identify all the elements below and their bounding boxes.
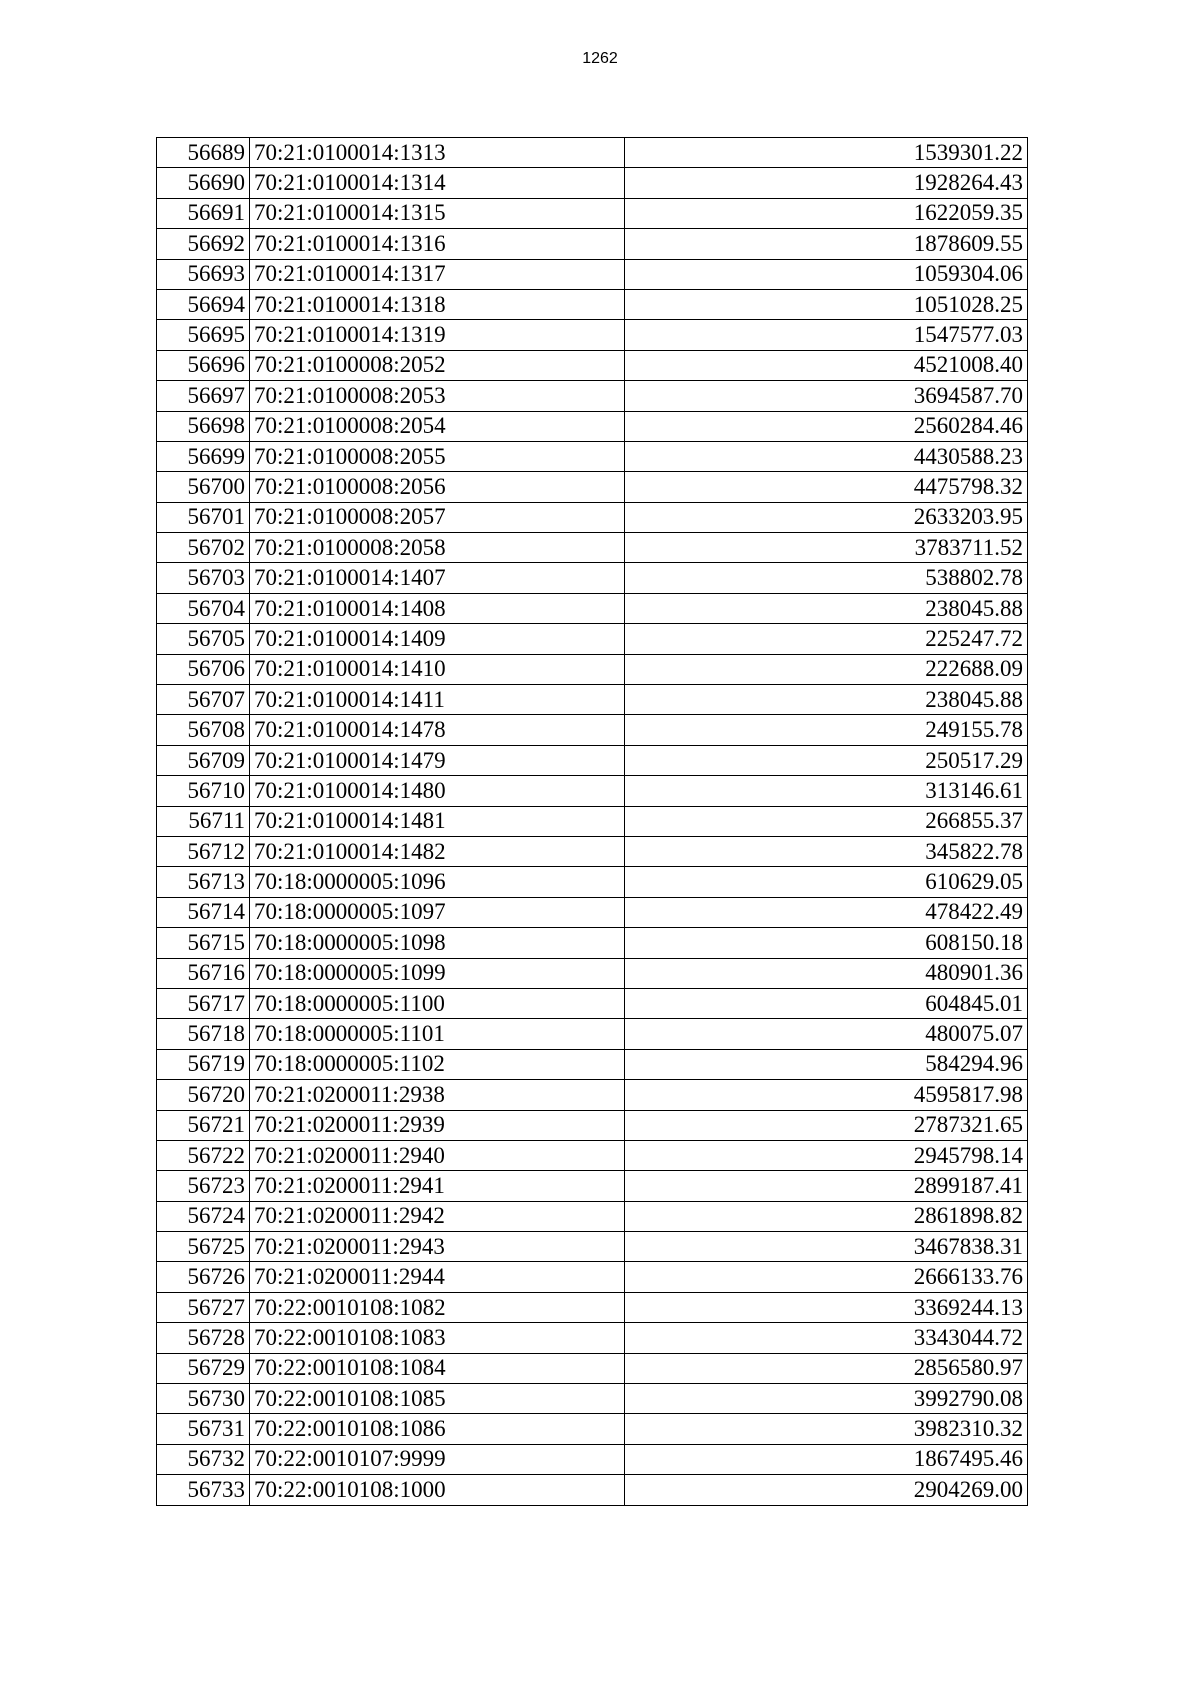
cadastral-number-cell: 70:21:0100014:1480 [250, 776, 625, 806]
value-cell: 2560284.46 [625, 411, 1028, 441]
cadastral-number-cell: 70:22:0010108:1085 [250, 1384, 625, 1414]
table-row [157, 259, 1028, 289]
table-row [157, 289, 1028, 319]
table-row [157, 198, 1028, 228]
table-row [157, 1262, 1028, 1292]
table-row [157, 1323, 1028, 1353]
row-number-cell: 56705 [157, 624, 250, 654]
table-row [157, 441, 1028, 471]
cadastral-number-cell: 70:21:0100014:1481 [250, 806, 625, 836]
table-row [157, 1414, 1028, 1444]
table-row [157, 563, 1028, 593]
table-row [157, 229, 1028, 259]
row-number-cell: 56722 [157, 1140, 250, 1170]
cadastral-number-cell: 70:21:0200011:2939 [250, 1110, 625, 1140]
value-cell: 2856580.97 [625, 1353, 1028, 1383]
value-cell: 610629.05 [625, 867, 1028, 897]
row-number-cell: 56724 [157, 1201, 250, 1231]
table-row [157, 593, 1028, 623]
value-cell: 3992790.08 [625, 1384, 1028, 1414]
value-cell: 608150.18 [625, 928, 1028, 958]
cadastral-number-cell: 70:22:0010108:1086 [250, 1414, 625, 1444]
value-cell: 1622059.35 [625, 198, 1028, 228]
cadastral-number-cell: 70:18:0000005:1097 [250, 897, 625, 927]
table-row [157, 168, 1028, 198]
value-cell: 1928264.43 [625, 168, 1028, 198]
cadastral-number-cell: 70:21:0100008:2055 [250, 441, 625, 471]
table-row [157, 988, 1028, 1018]
table-row [157, 1232, 1028, 1262]
value-cell: 1539301.22 [625, 138, 1028, 168]
table-row [157, 1475, 1028, 1505]
cadastral-number-cell: 70:18:0000005:1100 [250, 988, 625, 1018]
row-number-cell: 56703 [157, 563, 250, 593]
row-number-cell: 56719 [157, 1049, 250, 1079]
row-number-cell: 56710 [157, 776, 250, 806]
table-body [157, 138, 1028, 1506]
value-cell: 480901.36 [625, 958, 1028, 988]
cadastral-number-cell: 70:21:0100008:2053 [250, 381, 625, 411]
table-row [157, 867, 1028, 897]
value-cell: 604845.01 [625, 988, 1028, 1018]
cadastral-number-cell: 70:21:0100008:2052 [250, 350, 625, 380]
value-cell: 238045.88 [625, 593, 1028, 623]
value-cell: 2899187.41 [625, 1171, 1028, 1201]
value-cell: 3982310.32 [625, 1414, 1028, 1444]
table-row [157, 685, 1028, 715]
value-cell: 2861898.82 [625, 1201, 1028, 1231]
row-number-cell: 56696 [157, 350, 250, 380]
cadastral-number-cell: 70:21:0100008:2057 [250, 502, 625, 532]
cadastral-number-cell: 70:18:0000005:1098 [250, 928, 625, 958]
cadastral-number-cell: 70:21:0100014:1318 [250, 289, 625, 319]
cadastral-number-cell: 70:21:0100014:1409 [250, 624, 625, 654]
table-row [157, 502, 1028, 532]
value-cell: 4521008.40 [625, 350, 1028, 380]
value-cell: 4475798.32 [625, 472, 1028, 502]
value-cell: 1059304.06 [625, 259, 1028, 289]
value-cell: 222688.09 [625, 654, 1028, 684]
table-row [157, 1201, 1028, 1231]
table-row [157, 533, 1028, 563]
cadastral-number-cell: 70:21:0100014:1479 [250, 745, 625, 775]
cadastral-number-cell: 70:21:0100014:1314 [250, 168, 625, 198]
row-number-cell: 56694 [157, 289, 250, 319]
table-row [157, 472, 1028, 502]
table-row [157, 1140, 1028, 1170]
cadastral-number-cell: 70:21:0100014:1313 [250, 138, 625, 168]
cadastral-number-cell: 70:18:0000005:1096 [250, 867, 625, 897]
value-cell: 3694587.70 [625, 381, 1028, 411]
value-cell: 538802.78 [625, 563, 1028, 593]
cadastral-number-cell: 70:21:0100014:1317 [250, 259, 625, 289]
value-cell: 238045.88 [625, 685, 1028, 715]
row-number-cell: 56730 [157, 1384, 250, 1414]
row-number-cell: 56695 [157, 320, 250, 350]
cadastral-number-cell: 70:21:0200011:2940 [250, 1140, 625, 1170]
cadastral-number-cell: 70:21:0100008:2058 [250, 533, 625, 563]
value-cell: 2666133.76 [625, 1262, 1028, 1292]
row-number-cell: 56700 [157, 472, 250, 502]
row-number-cell: 56693 [157, 259, 250, 289]
value-cell: 4595817.98 [625, 1080, 1028, 1110]
cadastral-number-cell: 70:22:0010108:1084 [250, 1353, 625, 1383]
table-row [157, 745, 1028, 775]
cadastral-number-cell: 70:21:0100008:2054 [250, 411, 625, 441]
cadastral-number-cell: 70:21:0200011:2941 [250, 1171, 625, 1201]
value-cell: 2945798.14 [625, 1140, 1028, 1170]
row-number-cell: 56716 [157, 958, 250, 988]
table-row [157, 1444, 1028, 1474]
table-row [157, 806, 1028, 836]
row-number-cell: 56714 [157, 897, 250, 927]
cadastral-number-cell: 70:21:0100014:1316 [250, 229, 625, 259]
cadastral-number-cell: 70:21:0200011:2944 [250, 1262, 625, 1292]
value-cell: 266855.37 [625, 806, 1028, 836]
row-number-cell: 56702 [157, 533, 250, 563]
row-number-cell: 56701 [157, 502, 250, 532]
row-number-cell: 56726 [157, 1262, 250, 1292]
cadastral-number-cell: 70:18:0000005:1101 [250, 1019, 625, 1049]
cadastral-number-cell: 70:21:0100014:1319 [250, 320, 625, 350]
table-row [157, 928, 1028, 958]
cadastral-number-cell: 70:22:0010108:1082 [250, 1292, 625, 1322]
row-number-cell: 56697 [157, 381, 250, 411]
row-number-cell: 56725 [157, 1232, 250, 1262]
row-number-cell: 56689 [157, 138, 250, 168]
value-cell: 584294.96 [625, 1049, 1028, 1079]
value-cell: 2904269.00 [625, 1475, 1028, 1505]
cadastral-number-cell: 70:21:0100014:1478 [250, 715, 625, 745]
value-cell: 250517.29 [625, 745, 1028, 775]
row-number-cell: 56692 [157, 229, 250, 259]
row-number-cell: 56712 [157, 836, 250, 866]
table-row [157, 836, 1028, 866]
table-row [157, 320, 1028, 350]
row-number-cell: 56698 [157, 411, 250, 441]
row-number-cell: 56731 [157, 1414, 250, 1444]
cadastral-number-cell: 70:21:0100014:1407 [250, 563, 625, 593]
table-row [157, 897, 1028, 927]
row-number-cell: 56715 [157, 928, 250, 958]
value-cell: 1867495.46 [625, 1444, 1028, 1474]
cadastral-number-cell: 70:18:0000005:1099 [250, 958, 625, 988]
table-row [157, 1292, 1028, 1322]
cadastral-number-cell: 70:22:0010108:1000 [250, 1475, 625, 1505]
row-number-cell: 56706 [157, 654, 250, 684]
cadastral-number-cell: 70:21:0100014:1408 [250, 593, 625, 623]
value-cell: 1547577.03 [625, 320, 1028, 350]
table-row [157, 958, 1028, 988]
table-row [157, 1171, 1028, 1201]
row-number-cell: 56717 [157, 988, 250, 1018]
value-cell: 3343044.72 [625, 1323, 1028, 1353]
table-row [157, 381, 1028, 411]
row-number-cell: 56708 [157, 715, 250, 745]
row-number-cell: 56707 [157, 685, 250, 715]
cadastral-number-cell: 70:21:0100008:2056 [250, 472, 625, 502]
row-number-cell: 56720 [157, 1080, 250, 1110]
table-row [157, 654, 1028, 684]
row-number-cell: 56699 [157, 441, 250, 471]
row-number-cell: 56732 [157, 1444, 250, 1474]
cadastral-number-cell: 70:21:0200011:2943 [250, 1232, 625, 1262]
value-cell: 225247.72 [625, 624, 1028, 654]
row-number-cell: 56704 [157, 593, 250, 623]
value-cell: 3467838.31 [625, 1232, 1028, 1262]
cadastral-number-cell: 70:21:0200011:2938 [250, 1080, 625, 1110]
value-cell: 249155.78 [625, 715, 1028, 745]
row-number-cell: 56713 [157, 867, 250, 897]
value-cell: 2787321.65 [625, 1110, 1028, 1140]
table-row [157, 1353, 1028, 1383]
cadastral-number-cell: 70:22:0010108:1083 [250, 1323, 625, 1353]
value-cell: 3369244.13 [625, 1292, 1028, 1322]
value-cell: 313146.61 [625, 776, 1028, 806]
table-row [157, 624, 1028, 654]
table-row [157, 715, 1028, 745]
row-number-cell: 56723 [157, 1171, 250, 1201]
value-cell: 478422.49 [625, 897, 1028, 927]
row-number-cell: 56727 [157, 1292, 250, 1322]
table-row [157, 1080, 1028, 1110]
table-row [157, 138, 1028, 168]
table-row [157, 350, 1028, 380]
cadastral-number-cell: 70:18:0000005:1102 [250, 1049, 625, 1079]
data-table [156, 137, 1028, 1506]
table-row [157, 1110, 1028, 1140]
value-cell: 2633203.95 [625, 502, 1028, 532]
table-row [157, 1049, 1028, 1079]
row-number-cell: 56691 [157, 198, 250, 228]
value-cell: 3783711.52 [625, 533, 1028, 563]
cadastral-number-cell: 70:21:0100014:1410 [250, 654, 625, 684]
row-number-cell: 56690 [157, 168, 250, 198]
row-number-cell: 56721 [157, 1110, 250, 1140]
table-row [157, 776, 1028, 806]
row-number-cell: 56718 [157, 1019, 250, 1049]
table-row [157, 411, 1028, 441]
row-number-cell: 56709 [157, 745, 250, 775]
cadastral-number-cell: 70:22:0010107:9999 [250, 1444, 625, 1474]
value-cell: 1051028.25 [625, 289, 1028, 319]
value-cell: 480075.07 [625, 1019, 1028, 1049]
value-cell: 1878609.55 [625, 229, 1028, 259]
row-number-cell: 56711 [157, 806, 250, 836]
cadastral-number-cell: 70:21:0100014:1482 [250, 836, 625, 866]
cadastral-number-cell: 70:21:0200011:2942 [250, 1201, 625, 1231]
row-number-cell: 56733 [157, 1475, 250, 1505]
table-row [157, 1019, 1028, 1049]
table-row [157, 1384, 1028, 1414]
page-number: 1262 [582, 50, 618, 67]
value-cell: 345822.78 [625, 836, 1028, 866]
row-number-cell: 56728 [157, 1323, 250, 1353]
cadastral-number-cell: 70:21:0100014:1315 [250, 198, 625, 228]
cadastral-number-cell: 70:21:0100014:1411 [250, 685, 625, 715]
value-cell: 4430588.23 [625, 441, 1028, 471]
row-number-cell: 56729 [157, 1353, 250, 1383]
